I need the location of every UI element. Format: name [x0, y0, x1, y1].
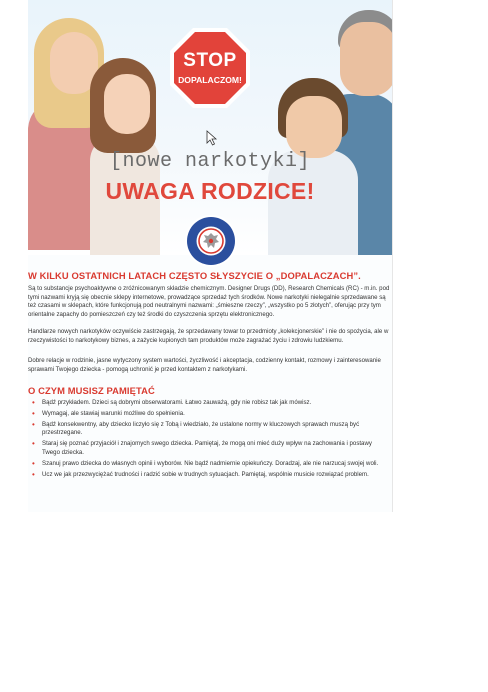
list-item: • Ucz we jak przezwyciężać trudności i radzić sobie w trudnych sytuacjach. Pamiętaj, wspólnie musicie rozwiązać problem.: [28, 471, 390, 479]
headline-attention-parents: UWAGA RODZICE!: [105, 178, 315, 204]
stop-subtitle: DOPALACZOM!: [178, 75, 242, 85]
paragraph-family: Dobre relacje w rodzinie, jasne wytyczony system wartości, życzliwość i akceptacja, codzienny kontakt, rozmowy i zainteresowanie sprawami Twojego dziecka - pomogą uchronić je przed kontaktem z narkotykami.: [28, 357, 381, 373]
paragraph-definition: Są to substancje psychoaktywne o zróżnicowanym składzie chemicznym. Designer Drugs (DD), Research Chemicals (RC) - m.in. pod tymi nazwami kryją się obecnie sklepy internetowe, prowadzące sprzedaż tych środków. Nowe narkotyki nielegalnie sprzedawane są też czasami w sklepach, które funkcjonują pod neutralnymi nazwami: „śmieszne rzeczy”, „wszystko po 5 złotych”, oferując przy tym orientalne zapachy do pomieszczeń czy też środki do czyszczenia sprzętu elektronicznego.: [28, 285, 390, 318]
paragraph-dealers: Handlarze nowych narkotyków oczywiście zastrzegają, że sprzedawany towar to przedmioty „kolekcjonerskie” i nie do spożycia, ale w rzeczywistości to narkotykowy biznes, a zażycie kupionych tam produktów może zagrażać życiu i zdrowiu ludzkiemu.: [28, 328, 389, 344]
list-item: • Bądź przykładem. Dzieci są dobrymi obserwatorami. Łatwo zauważą, gdy nie robisz tak jak mówisz.: [28, 399, 390, 407]
son-face: [286, 96, 342, 158]
section-title-dopalacze: W KILKU OSTATNICH LATACH CZĘSTO SŁYSZYCIE O „DOPALACZACH”.: [28, 270, 361, 281]
list-item: • Szanuj prawo dziecka do własnych opinii i wyborów. Nie bądź nadmiernie opiekuńczy. Doradzaj, ale nie narzucaj swojej woli.: [28, 460, 390, 468]
father-face: [340, 22, 392, 96]
sanitary-inspection-seal-icon: [184, 214, 238, 268]
stop-word: STOP: [183, 50, 237, 71]
section-title-remember: O CZYM MUSISZ PAMIĘTAĆ: [28, 385, 155, 396]
list-item: • Staraj się poznać przyjaciół i znajomych swego dziecka. Pamiętaj, że mogą oni mieć duży wpływ na zachowania i postawy Twego dziecka.: [28, 440, 390, 457]
headline-new-drugs: [nowe narkotyki]: [109, 150, 311, 173]
mouse-cursor-icon: [206, 130, 218, 146]
daughter-face: [104, 74, 150, 134]
list-item: • Wymagaj, ale stawiaj warunki możliwe do spełnienia.: [28, 410, 390, 418]
stop-sign: [168, 26, 252, 110]
leaflet-page: [28, 0, 392, 512]
list-item: • Bądź konsekwentny, aby dziecko liczyło się z Tobą i wiedziało, że ustalone normy w kluczowych sprawach muszą być przestrzegane.: [28, 421, 390, 438]
remember-list: [28, 399, 390, 482]
